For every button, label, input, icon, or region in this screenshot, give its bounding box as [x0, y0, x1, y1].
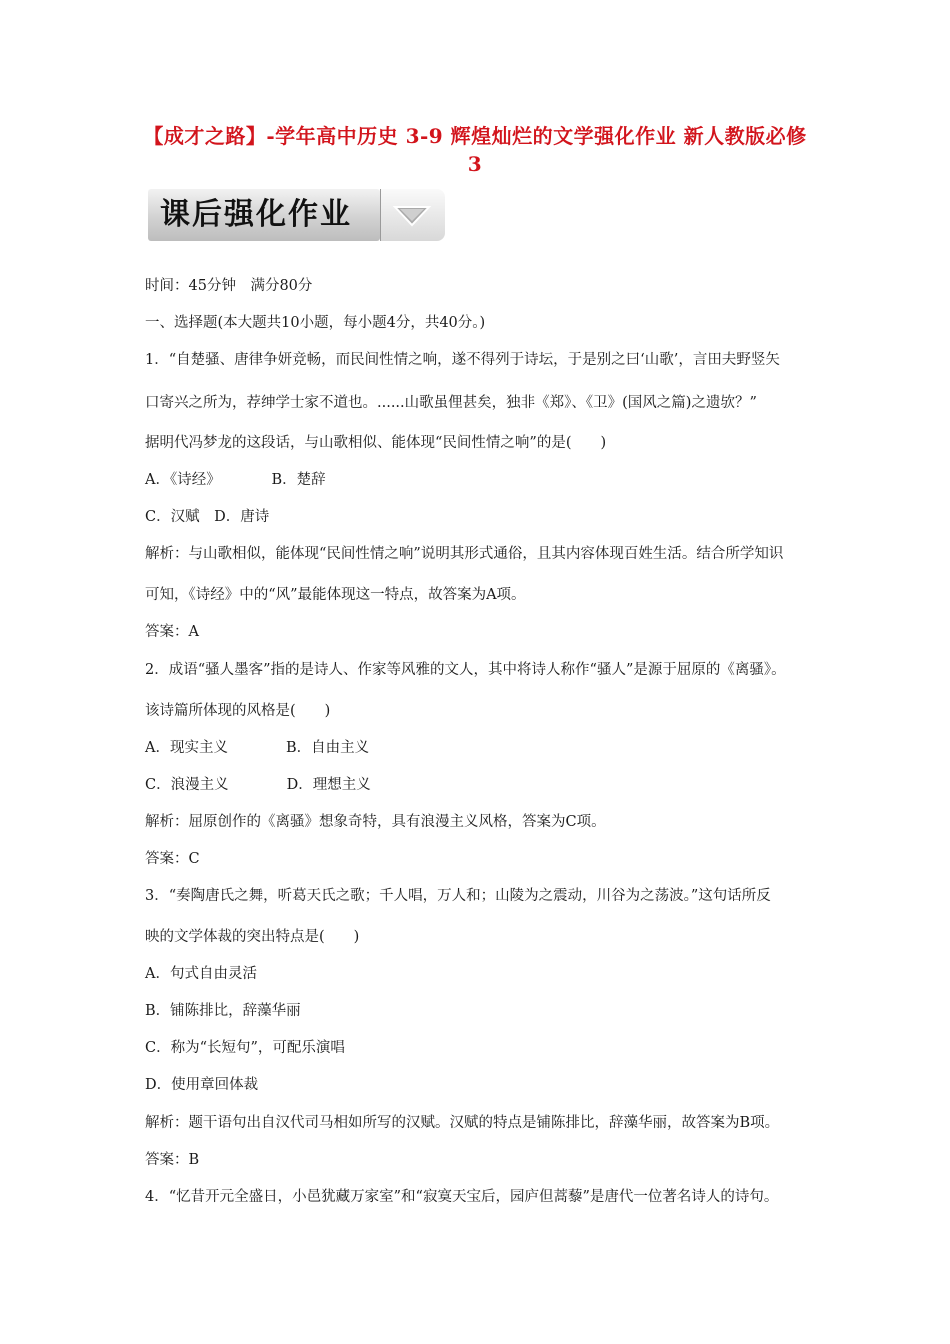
question-3-text: 3．“奏陶唐氏之舞，听葛天氏之歌；千人唱，万人和；山陵为之震动，川谷为之荡波。”这句话所反 — [145, 888, 771, 904]
question-2-options: C．浪漫主义 D．理想主义 — [145, 777, 371, 793]
document-title-line-2: 3 — [467, 152, 483, 176]
document-title — [120, 122, 830, 178]
question-3-option-a: A．句式自由灵活 — [145, 966, 257, 982]
question-3-option-b: B．铺陈排比，辞藻华丽 — [145, 1003, 301, 1019]
question-3-answer: 答案：B — [145, 1152, 200, 1168]
chevron-down-icon — [392, 203, 432, 229]
question-1-options: C．汉赋 D．唐诗 — [145, 509, 270, 525]
banner-label: 课后强化作业 — [160, 197, 352, 232]
question-3-analysis: 解析：题干语句出自汉代司马相如所写的汉赋。汉赋的特点是铺陈排比，辞藻华丽，故答案为B项。 — [145, 1115, 780, 1131]
question-3-option-d: D．使用章回体裁 — [145, 1077, 259, 1093]
question-2-text: 该诗篇所体现的风格是( ) — [145, 703, 331, 719]
question-2-text: 2．成语“骚人墨客”指的是诗人、作家等风雅的文人，其中将诗人称作“骚人”是源于屈原的《离骚》。 — [145, 662, 786, 678]
question-1-analysis: 可知，《诗经》中的“风”最能体现这一特点，故答案为A项。 — [145, 587, 526, 603]
question-1-answer: 答案：A — [145, 624, 199, 640]
question-3-text: 映的文学体裁的突出特点是( ) — [145, 929, 360, 945]
question-1-options: A．《诗经》 B．楚辞 — [145, 472, 326, 488]
question-3-option-c: C．称为“长短句”，可配乐演唱 — [145, 1040, 345, 1056]
question-1-text: 据明代冯梦龙的这段话，与山歌相似、能体现“民间性情之响”的是( ) — [145, 435, 607, 451]
question-4-text: 4．“忆昔开元全盛日，小邑犹藏万家室”和“寂寞天宝后，园庐但蒿藜”是唐代一位著名诗人的诗句。 — [145, 1189, 779, 1205]
exam-meta: 时间：45分钟 满分80分 — [145, 278, 313, 294]
document-title-line-1: 【成才之路】-学年高中历史 3-9 辉煌灿烂的文学强化作业 新人教版必修 — [143, 124, 807, 148]
section-banner — [148, 183, 446, 245]
question-2-options: A．现实主义 B．自由主义 — [145, 740, 370, 756]
question-1-analysis: 解析：与山歌相似，能体现“民间性情之响”说明其形式通俗，且其内容体现百姓生活。结合所学知识 — [145, 546, 784, 562]
question-1-text: 1．“自楚骚、唐律争妍竞畅，而民间性情之响，遂不得列于诗坛，于是别之曰‘山歌’，言田夫野竖矢 — [145, 352, 780, 368]
question-2-answer: 答案：C — [145, 851, 200, 867]
section-heading: 一、选择题(本大题共10小题，每小题4分，共40分。) — [145, 315, 486, 331]
question-2-analysis: 解析：屈原创作的《离骚》想象奇特，具有浪漫主义风格，答案为C项。 — [145, 814, 606, 830]
question-1-text: 口寄兴之所为，荐绅学士家不道也。......山歌虽俚甚矣，独非《郑》、《卫》(国风之篇)之遗欤？” — [145, 395, 757, 411]
